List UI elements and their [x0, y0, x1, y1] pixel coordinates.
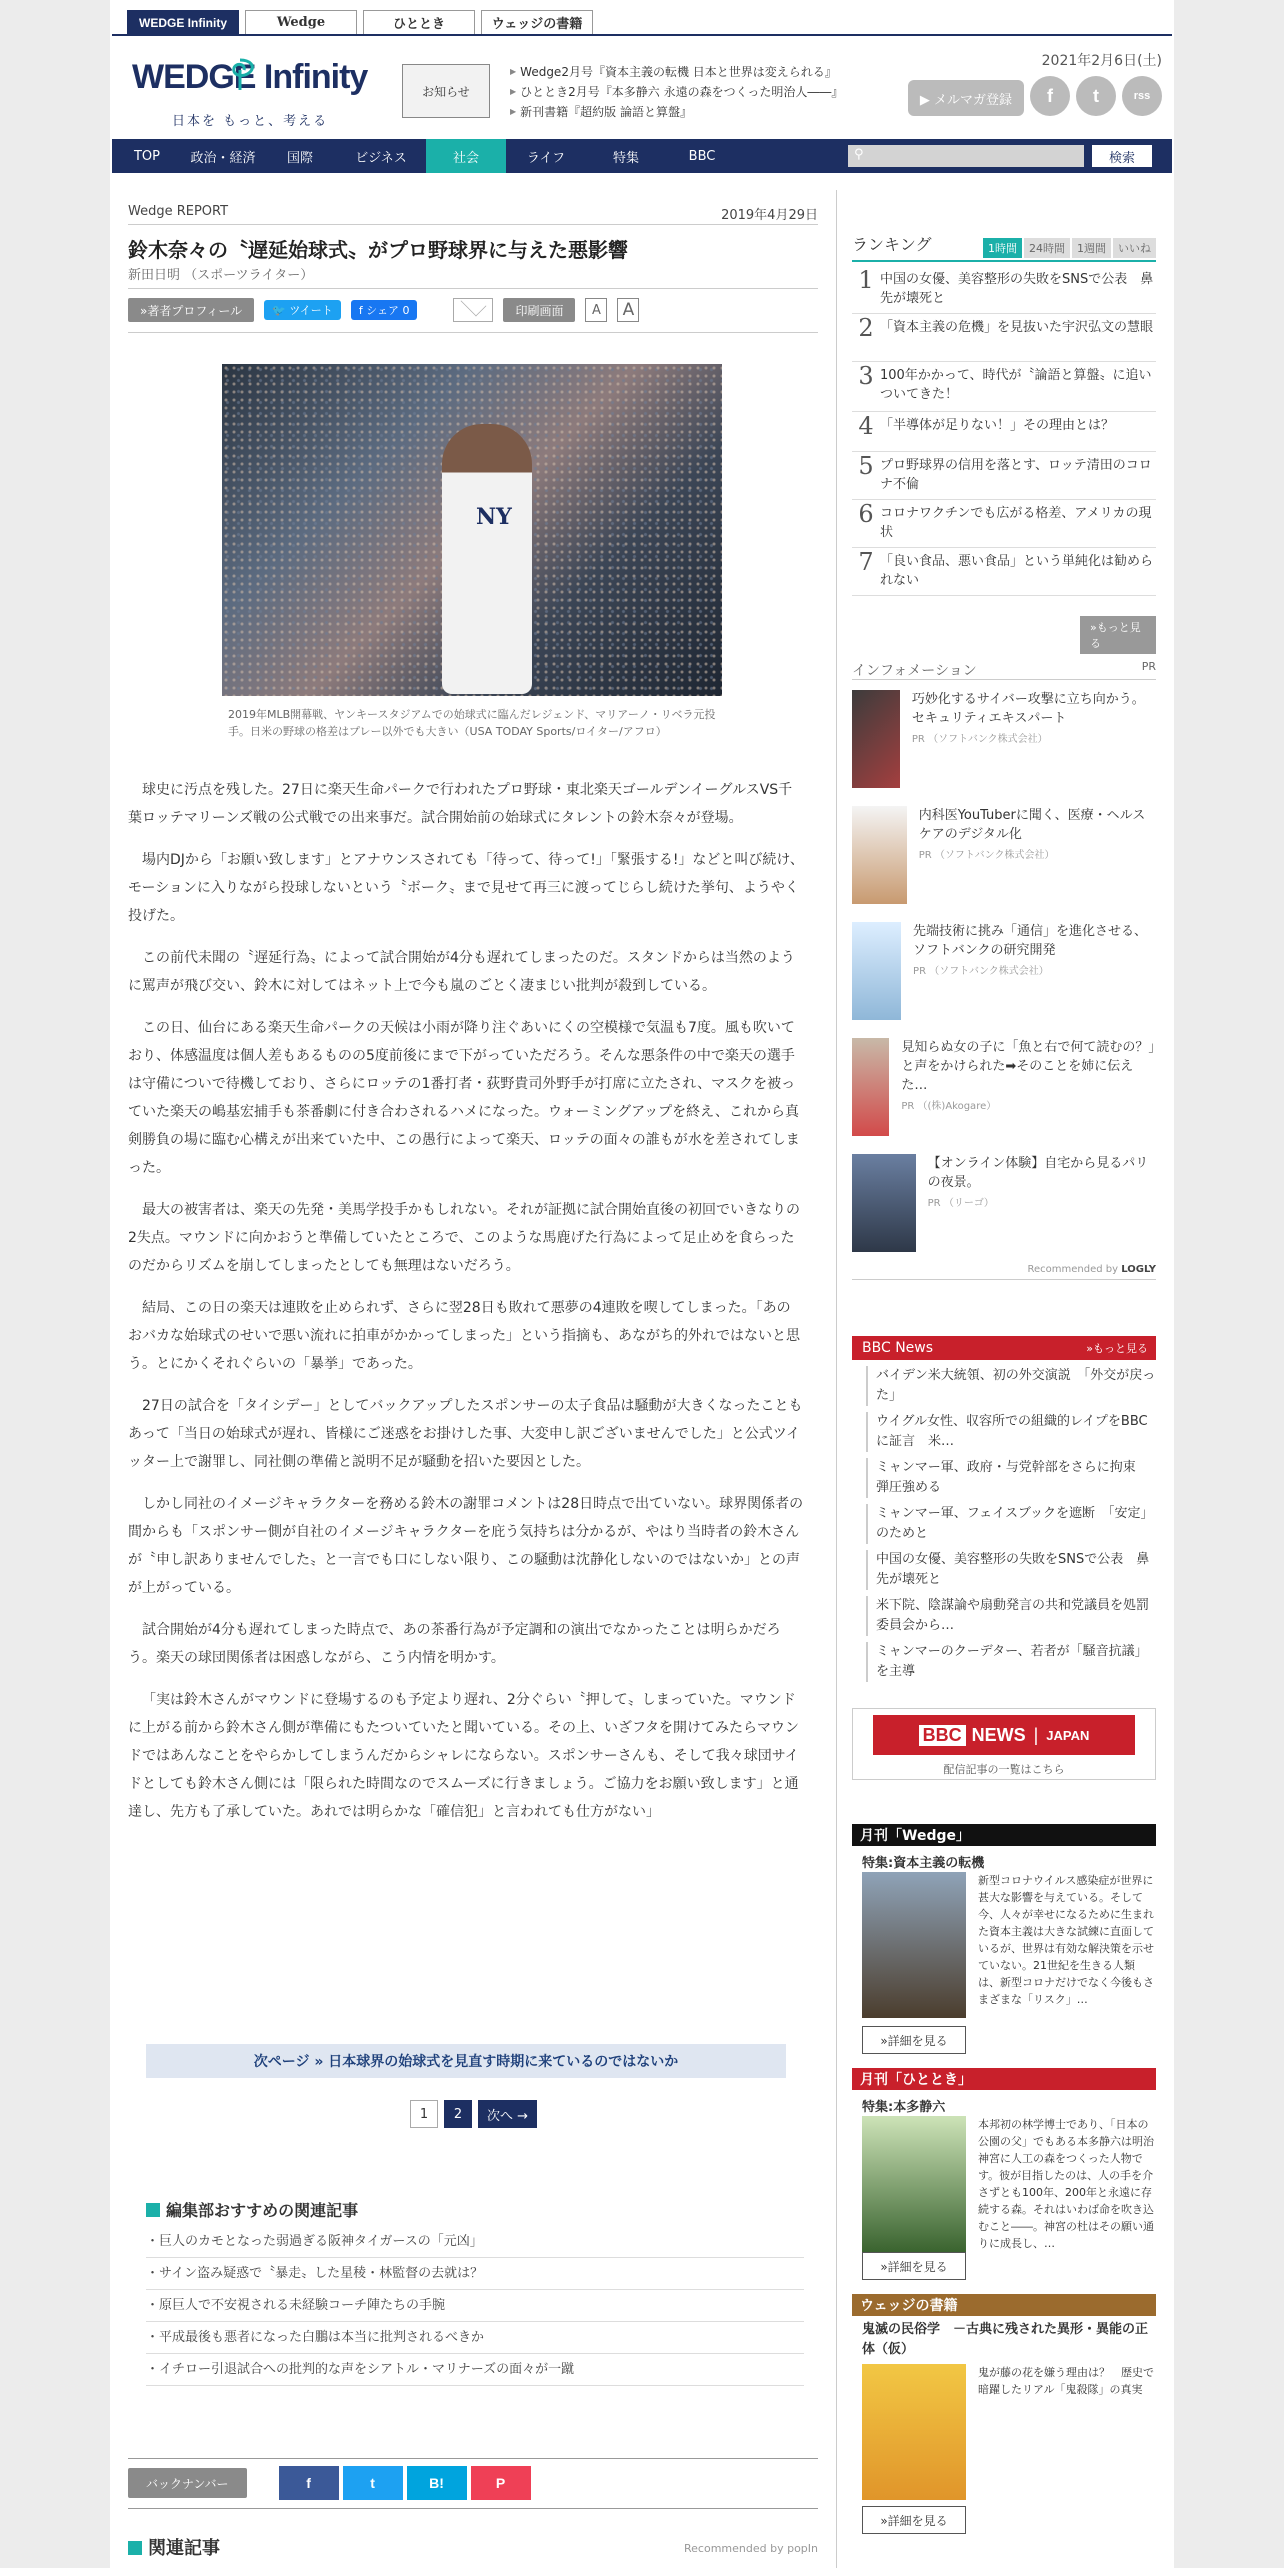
article-paragraph: 27日の試合を「タイシデー」としてバックアップしたスポンサーの太子食品は騒動が大きくなったこともあって「当日の始球式が遅れ、皆様にご迷惑をお掛けした事、大変申し訳ございませんでした」と公式ツイッター上で謝罪し、同社側の準備と説明不足が騒動を招いた要因とした。: [128, 1398, 803, 1470]
notice-list: [510, 62, 843, 122]
article-photo: [222, 364, 722, 696]
tweet-button[interactable]: 🐦 ツイート: [264, 300, 341, 320]
mailmag-button[interactable]: ▶ メルマガ登録: [908, 80, 1024, 116]
bbc-caption: 配信記事の一覧はこちら: [943, 1763, 1065, 1776]
bbc-heading: BBC News »もっと見る: [852, 1336, 1156, 1360]
info-item[interactable]: [852, 806, 1156, 914]
popin-credit: Recommended by popIn: [684, 2542, 818, 2555]
ranking-item[interactable]: [852, 548, 1156, 596]
next-button[interactable]: 次へ →: [478, 2100, 537, 2128]
font-small-button[interactable]: A: [585, 298, 607, 322]
info-thumbnail: [852, 690, 900, 788]
info-pr: PR （ソフトバンク株式会社）: [913, 966, 1049, 977]
bbc-item[interactable]: ミャンマー軍、フェイスブックを遮断 「安定」のためと: [866, 1504, 1156, 1544]
search-button[interactable]: 検索: [1092, 145, 1152, 167]
rank-number: 5: [858, 452, 874, 480]
author-profile-button[interactable]: »著者プロフィール: [128, 298, 254, 322]
rank-number: 7: [858, 548, 874, 576]
hitotoki-detail-button[interactable]: »詳細を見る: [862, 2252, 966, 2280]
hitotoki-cover[interactable]: [862, 2116, 966, 2262]
bbc-logo: BBC NEWS | JAPAN: [873, 1715, 1135, 1755]
info-item[interactable]: [852, 922, 1156, 1030]
related-item[interactable]: ・原巨人で不安視される未経験コーチ陣たちの手腕: [146, 2290, 804, 2322]
site-tab-hitotoki[interactable]: ひととき: [363, 10, 475, 34]
share-bar: [128, 2466, 531, 2500]
divider: [128, 2508, 818, 2509]
related-item[interactable]: ・平成最後も悪者になった白鵬は本当に批判されるべきか: [146, 2322, 804, 2354]
site-tab-books[interactable]: ウェッジの書籍: [481, 10, 593, 34]
nav-bbc[interactable]: BBC: [688, 148, 716, 164]
notice-item[interactable]: ▶ Wedge2月号『資本主義の転機 日本と世界は変えられる』: [510, 62, 843, 82]
article-paragraph: この日、仙台にある楽天生命パークの天候は小雨が降り注ぐあいにくの空模様で気温も7度。風も吹いており、体感温度は個人差もあるものの5度前後にまで下がっていただろう。そんな悪条件の中で楽天の選手は守備についで待機しており、さらにロッテの1番打者・荻野貴司外野手が打席に立たされ、マスクを被っていた楽天の嶋基宏捕手も茶番劇に付き合わされるハメになった。ウォーミングアップを終え、これから真剣勝負の場に臨む心構えが出来ていた中、この愚行によって楽天、ロッテの面々の誰もが水を差されてしまった。: [128, 1020, 800, 1176]
related-list: [146, 2226, 804, 2386]
nav-feature[interactable]: 特集: [612, 150, 639, 166]
info-pr: PR （(株)Akogare）: [901, 1101, 997, 1112]
facebook-share-icon[interactable]: f: [279, 2466, 339, 2500]
facebook-icon[interactable]: f: [1030, 76, 1070, 116]
ranking-item[interactable]: [852, 314, 1156, 362]
column-divider: [836, 190, 837, 2568]
pocket-icon[interactable]: P: [471, 2466, 531, 2500]
info-title: 見知らぬ女の子に「魚と右で何て読むの？」と声をかけられた➡そのことを姉に伝えた…: [901, 1040, 1155, 1093]
info-item[interactable]: [852, 1038, 1156, 1146]
ranking-tab-likes[interactable]: いいね: [1113, 238, 1156, 258]
hatena-bookmark-icon[interactable]: B!: [407, 2466, 467, 2500]
rss-icon[interactable]: rss: [1122, 76, 1162, 116]
info-title: 【オンライン体験】自宅から見るパリの夜景。: [927, 1156, 1149, 1190]
next-page-link[interactable]: 次ページ » 日本球界の始球式を見直す時期に来ているのではないか: [146, 2044, 786, 2078]
article-paragraph: この前代未聞の〝遅延行為〟によって試合開始が4分も遅れてしまったのだ。スタンドからは当然のように罵声が飛び交い、鈴木に対してはネット上で今も嵐のごとく凄まじい批判が殺到している。: [128, 950, 795, 994]
ranking-tabs: [983, 238, 1156, 258]
bbc-news-banner[interactable]: [852, 1708, 1156, 1780]
logo-swirl-icon: [220, 56, 260, 90]
info-title: 内科医YouTuberに聞く、医療・ヘルスケアのデジタル化: [918, 808, 1146, 842]
ranking-heading: ランキング: [852, 232, 1156, 262]
site-logo[interactable]: WEDGE Infinity: [132, 58, 368, 96]
info-thumbnail: [852, 922, 901, 1020]
info-thumbnail: [852, 1038, 889, 1136]
divider: [128, 224, 818, 225]
photo-player: [442, 424, 532, 694]
info-title: 巧妙化するサイバー攻撃に立ち向かう。セキュリティエキスパート: [911, 692, 1145, 726]
rank-number: 1: [858, 266, 874, 294]
photo-caption: 2019年MLB開幕戦、ヤンキースタジアムでの始球式に臨んだレジェンド、マリアーノ・リベラ元投手。日米の野球の格差はプレー以外でも大きい（USA TODAY Sports/ロイター/アフロ）: [228, 708, 716, 738]
wedge-description: 新型コロナウイルス感染症が世界に甚大な影響を与えている。そして今、人々が幸せになるために生まれた資本主義は大きな試練に直面しているが、世界は有効な解決策を示せていない。21世紀を生きる人類は、新型コロナだけでなく今後もさまざまな「リスク」…: [978, 1874, 1154, 2006]
related-heading: 編集部おすすめの関連記事: [146, 2198, 358, 2221]
page-2[interactable]: 2: [444, 2100, 472, 2128]
rank-title: 100年かかって、時代が〝論語と算盤〟に追いついてきた！: [880, 368, 1152, 402]
article-paragraph: 球史に汚点を残した。27日に楽天生命パークで行われたプロ野球・東北楽天ゴールデンイーグルスVS千葉ロッテマリーンズ戦の公式戦での出来事だ。試合開始前の始球式にタレントの鈴木奈々が登場。: [128, 782, 793, 826]
article-paragraph: しかし同社のイメージキャラクターを務める鈴木の謝罪コメントは28日時点で出ていない。球界関係者の間からも「スポンサー側が自社のイメージキャラクターを庇う気持ちは分かるが、やはり当時者の鈴木さんが〝申し訳ありませんでした〟と一言でも口にしない限り、この騒動は沈静化しないのではないか」との声が上がっている。: [128, 1496, 804, 1596]
print-button[interactable]: 印刷画面: [503, 298, 575, 322]
search-input[interactable]: [848, 145, 1084, 167]
ranking-more-button[interactable]: »もっと見る: [1080, 616, 1156, 654]
bbc-item[interactable]: 中国の女優、美容整形の失敗をSNSで公表 鼻先が壊死と: [866, 1550, 1156, 1590]
page-1[interactable]: 1: [410, 2100, 438, 2128]
bbc-item[interactable]: ミャンマーのクーデター、若者が「騒音抗議」を主導: [866, 1642, 1156, 1682]
rank-title: 「良い食品、悪い食品」という単純化は勧められない: [880, 554, 1154, 588]
related-articles-heading: 関連記事: [128, 2534, 220, 2560]
book-cover[interactable]: [862, 2364, 966, 2500]
site-tab-wedge[interactable]: Wedge: [245, 10, 357, 34]
divider: [128, 2458, 818, 2459]
rank-number: 6: [858, 500, 874, 528]
divider: [128, 288, 818, 289]
article-paragraph: 結局、この日の楽天は連敗を止められず、さらに翌28日も敗れて悪夢の4連敗を喫してしまった。「あのおバカな始球式のせいで悪い流れに拍車がかかってしまった」という指摘も、あながち的外れではないと思う。とにかくそれぐらいの「暴挙」であった。: [128, 1300, 800, 1372]
article-paragraph: 場内DJから「お願い致します」とアナウンスされても「待って、待って!」「緊張する!」などと叫び続け、モーションに入りながら投球しないという〝ボーク〟まで見せて再三に渡ってじらし続けた挙句、ようやく投げた。: [128, 852, 804, 924]
related-item[interactable]: ・イチロー引退試合への批判的な声をシアトル・マリナーズの面々が一蹴: [146, 2354, 804, 2386]
main-nav: [112, 139, 1172, 173]
nav-business[interactable]: ビジネス: [355, 150, 407, 166]
bbc-item[interactable]: ミャンマー軍、政府・与党幹部をさらに拘束 弾圧強める: [866, 1458, 1156, 1498]
book-title: 鬼滅の民俗学 －古典に残された異形・異能の正体（仮）: [862, 2322, 1149, 2357]
article-body: [128, 776, 804, 1840]
bbc-more-link[interactable]: »もっと見る: [1086, 1342, 1148, 1355]
related-item[interactable]: ・サイン盗み疑惑で〝暴走〟した星稜・林監督の去就は？: [146, 2258, 804, 2290]
article-title: 鈴木奈々の〝遅延始球式〟がプロ野球界に与えた悪影響: [128, 238, 628, 262]
search-icon: ⚲: [854, 147, 864, 162]
books-heading: ウェッジの書籍: [852, 2294, 1156, 2316]
hitotoki-description: 本邦初の林学博士であり、「日本の公園の父」でもある本多静六は明治神宮に人工の森をつくった人物です。彼が目指したのは、人の手を介さずとも100年、200年と永遠に存続する森。それはいわば命を吹き込むこと――。神宮の杜はその願い通りに成長し、…: [978, 2118, 1154, 2250]
rank-number: 2: [858, 314, 874, 342]
article-paragraph: 最大の被害者は、楽天の先発・美馬学投手かもしれない。それが証拠に試合開始直後の初回でいきなりの2失点。マウンドに向かおうと準備していたところで、このような馬鹿げた行為によって足止めを食らったのだからリズムを崩してしまったとしても無理はないだろう。: [128, 1202, 800, 1274]
related-item[interactable]: ・巨人のカモとなった弱過ぎる阪神タイガースの「元凶」: [146, 2226, 804, 2258]
rank-title: 中国の女優、美容整形の失敗をSNSで公表 鼻先が壊死と: [880, 272, 1154, 306]
wedge-magazine-heading: 月刊「Wedge」: [852, 1824, 1156, 1846]
pagination: [410, 2100, 537, 2128]
twitter-icon[interactable]: t: [1076, 76, 1116, 116]
nav-international[interactable]: 国際: [286, 150, 313, 166]
article-paragraph: 試合開始が4分も遅れてしまった時点で、あの茶番行為が予定調和の演出でなかったことは明らかだろう。楽天の球団関係者は困惑しながら、こう内情を明かす。: [128, 1622, 781, 1666]
wedge-cover[interactable]: [862, 1872, 966, 2018]
wedge-feature: 特集:資本主義の転機: [862, 1856, 985, 1871]
twitter-share-icon[interactable]: t: [343, 2466, 403, 2500]
nav-top[interactable]: TOP: [133, 148, 160, 164]
site-tabs: [127, 10, 593, 34]
rank-title: プロ野球界の信用を落とす、ロッテ清田のコロナ不倫: [880, 458, 1152, 492]
bbc-item[interactable]: 米下院、陰謀論や扇動発言の共和党議員を処罰 委員会から…: [866, 1596, 1156, 1636]
rank-title: コロナワクチンでも広がる格差、アメリカの現状: [880, 506, 1152, 540]
book-description: 鬼が藤の花を嫌う理由は？ 歴史で暗躍したリアル「鬼殺隊」の真実: [978, 2366, 1154, 2396]
info-pr: PR （リーゴ）: [927, 1198, 994, 1209]
article-tools: [128, 298, 639, 322]
notice-item[interactable]: ▶ ひととき2月号『本多静六 永遠の森をつくった明治人――』: [510, 82, 843, 102]
rank-number: 3: [858, 362, 874, 390]
ranking-tab-24h[interactable]: 24時間: [1024, 238, 1070, 258]
nav-life[interactable]: ライフ: [526, 150, 566, 166]
ranking-item[interactable]: [852, 362, 1156, 412]
article-date: 2019年4月29日: [721, 208, 818, 223]
info-title: 先端技術に挑み「通信」を進化させる、ソフトバンクの研究開発: [913, 924, 1148, 958]
logly-credit: Recommended by LOGLY: [852, 1264, 1156, 1280]
info-item[interactable]: [852, 1154, 1156, 1262]
article-paragraph: 「実は鈴木さんがマウンドに登場するのも予定より遅れ、2分ぐらい〝押して〟しまっていた。マウンドに上がる前から鈴木さん側が準備にもたついていたと聞いている。その上、いざフタを開けてみたらマウンドではあんなことをやらかしてしまうんだからシャレにならない。スポンサーさんも、そして我々球団サイドとしても鈴木さん側には「限られた時間なのでスムーズに行きましょう。ご協力をお願い致します」と通達し、先方も了承していた。あれでは明らかな「確信犯」と言われても仕方がない」: [128, 1692, 800, 1820]
backnumber-button[interactable]: バックナンバー: [128, 2468, 247, 2498]
hitotoki-feature: 特集:本多静六: [862, 2100, 946, 2115]
ranking-item[interactable]: [852, 452, 1156, 500]
ranking-item[interactable]: [852, 500, 1156, 548]
ranking-tab-1h[interactable]: 1時間: [983, 238, 1022, 258]
article-category[interactable]: Wedge REPORT: [128, 204, 229, 219]
nav-politics[interactable]: 政治・経済: [190, 150, 256, 166]
facebook-share-button[interactable]: f シェア 0: [351, 300, 418, 320]
bbc-item[interactable]: ウイグル女性、収容所での組織的レイプをBBCに証言 米…: [866, 1412, 1156, 1452]
info-thumbnail: [852, 1154, 916, 1252]
rank-title: 「半導体が足りない！」その理由とは？: [880, 418, 1115, 433]
article-author: 新田日明 （スポーツライター）: [128, 268, 314, 283]
nav-society[interactable]: 社会: [426, 139, 506, 173]
notice-item[interactable]: ▶ 新刊書籍『超約版 論語と算盤』: [510, 102, 843, 122]
info-pr: PR （ソフトバンク株式会社）: [911, 734, 1048, 745]
divider: [128, 332, 818, 333]
mail-icon[interactable]: [453, 298, 493, 322]
hitotoki-heading: 月刊「ひととき」: [852, 2068, 1156, 2090]
wedge-detail-button[interactable]: »詳細を見る: [862, 2026, 966, 2054]
site-header: [112, 34, 1172, 138]
rank-number: 4: [858, 412, 874, 440]
notice-button[interactable]: お知らせ: [402, 64, 490, 118]
ranking-tab-1w[interactable]: 1週間: [1072, 238, 1111, 258]
rank-title: 「資本主義の危機」を見抜いた宇沢弘文の慧眼: [880, 320, 1154, 335]
bbc-item[interactable]: バイデン米大統領、初の外交演説 「外交が戻った」: [866, 1366, 1156, 1406]
site-tab-wedge-infinity[interactable]: WEDGE Infinity: [127, 10, 239, 34]
info-item[interactable]: [852, 690, 1156, 798]
ranking-item[interactable]: [852, 266, 1156, 314]
book-detail-button[interactable]: »詳細を見る: [862, 2506, 966, 2534]
info-thumbnail: [852, 806, 907, 904]
font-large-button[interactable]: A: [617, 298, 639, 322]
ranking-item[interactable]: [852, 412, 1156, 452]
info-heading: インフォメーション PR: [852, 660, 1156, 679]
info-pr: PR （ソフトバンク株式会社）: [918, 850, 1055, 861]
current-date: 2021年2月6日(土): [1041, 53, 1162, 69]
site-tagline: 日本を もっと、考える: [172, 114, 329, 129]
